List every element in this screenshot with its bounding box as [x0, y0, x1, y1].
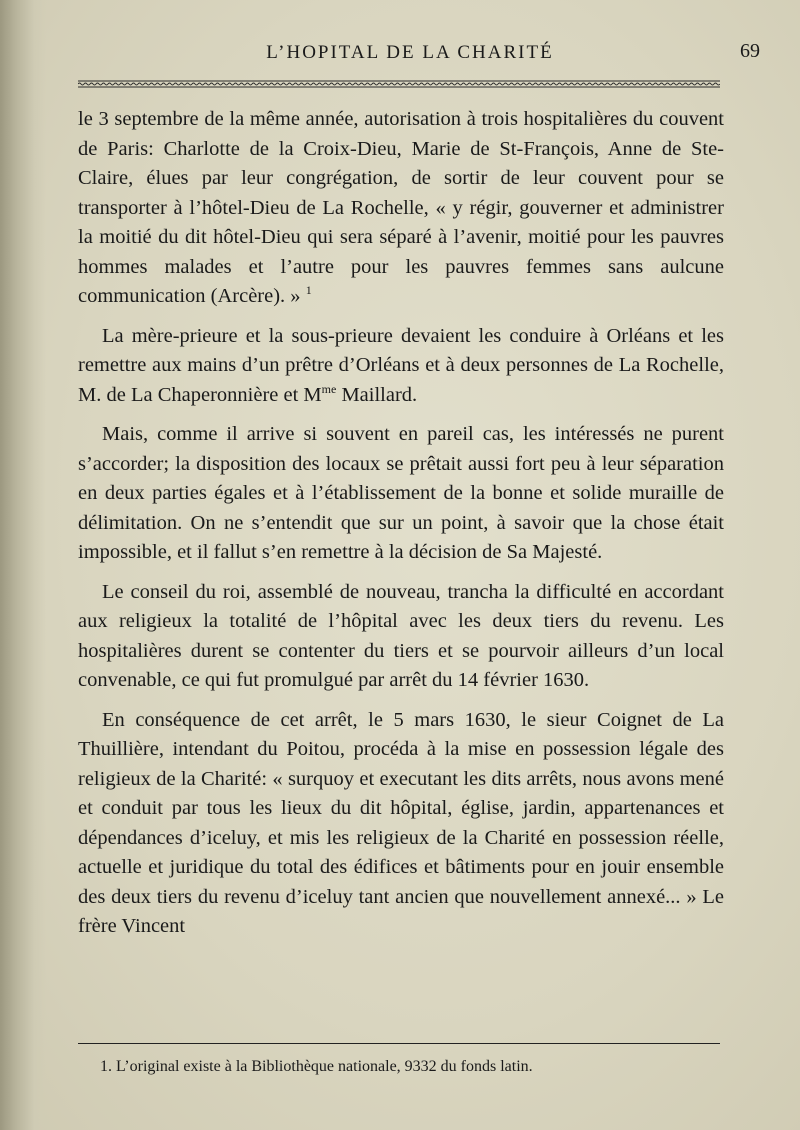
footnote: 1. L’original existe à la Bibliothèque nationale, 9332 du fonds latin. [100, 1058, 533, 1075]
running-title: L’HOPITAL DE LA CHARITÉ [266, 42, 554, 63]
running-head [60, 38, 760, 68]
binding-shadow [0, 0, 46, 1130]
ornament-rule [78, 80, 720, 88]
paragraph: En conséquence de cet arrêt, le 5 mars 1630, le sieur Coignet de La Thuillière, intendant du Poitou, procéda à la mise en possession légale des religieux de la Charité: « surquoy et executant les dits arrêts, nous avons mené et conduit par tous les lieux du dit hôpital, église, jardin, appartenances et dépendances d’iceluy, et mis les religieux de la Charité en possession réelle, actuelle et juridique du total des édifices et bâtiments pour en jouir ensemble des deux tiers du revenu d’iceluy tant ancien que nouvellement annexé... » Le frère Vincent [78, 708, 724, 937]
paragraph [78, 105, 724, 312]
paragraph: Le conseil du roi, assemblé de nouveau, trancha la difficulté en accordant aux religieux la totalité de l’hôpital avec les deux tiers du revenu. Les hospitalières durent se contenter du tiers et se pourvoir ailleurs d’un local convenable, ce qui fut promulgué par arrêt du 14 février 1630. [78, 580, 724, 691]
paragraph-text: Maillard. [336, 383, 418, 406]
paragraph-text: La mère-prieure et la sous-prieure devaient les conduire à Orléans et les remettre aux mains d’un prêtre d’Orléans et à deux personnes de La Rochelle, M. de La Chaperonnière et M [78, 324, 724, 406]
footnote-rule [78, 1043, 720, 1044]
title-abbreviation: me [321, 381, 337, 396]
paragraph [78, 322, 724, 411]
paragraph-text: le 3 septembre de la même année, autorisation à trois hospitalières du couvent de Paris: Charlotte de la Croix-Dieu, Marie de St-François, Anne de Ste-Claire, élues par leur congrégation, de sortir de leur couvent pour se transporter à l’hôtel-Dieu de La Rochelle, « y régir, gouverner et administrer la moitié du dit hôtel-Dieu qui sera séparé à l’avenir, moitié pour les pauvres hommes malades et l’autre pour les pauvres femmes sans aulcune communication (Arcère). » [78, 108, 724, 307]
page-number: 69 [740, 40, 760, 62]
paragraph: Mais, comme il arrive si souvent en pareil cas, les intéressés ne purent s’accorder; la disposition des locaux se prêtait aussi fort peu à leur séparation en deux parties égales et à l’établissement de la bonne et solide muraille de délimitation. On ne s’entendit que sur un point, à savoir que la chose était impossible, et il fallut s’en remettre à la décision de Sa Majesté. [78, 423, 724, 563]
footnote-ref: 1 [305, 283, 312, 297]
body-text [78, 105, 724, 952]
